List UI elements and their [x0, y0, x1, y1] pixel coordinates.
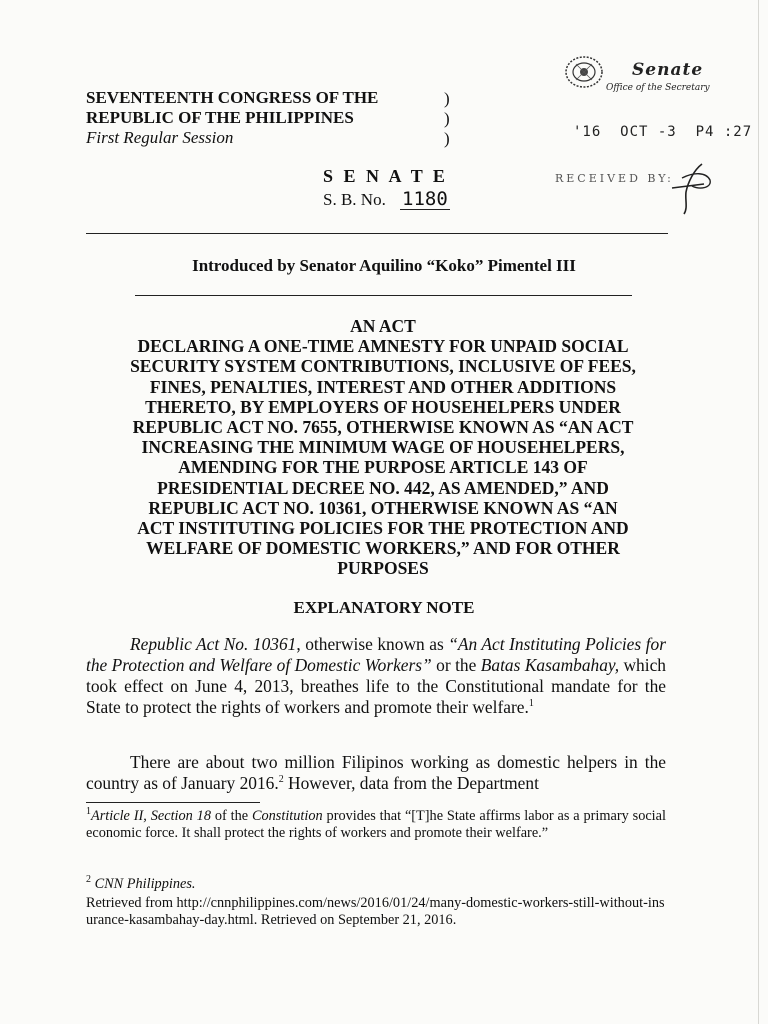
stamp-office-sub: Office of the Secretary [606, 83, 710, 93]
title-line: PURPOSES [337, 558, 429, 579]
explanatory-note-heading: EXPLANATORY NOTE [293, 598, 475, 617]
footnote-1-article: Article II, Section 18 [91, 808, 211, 824]
title-line: DECLARING A ONE-TIME AMNESTY FOR UNPAID SOCIAL [137, 336, 629, 357]
chamber-label: S E N A T E [323, 166, 448, 186]
footnote-divider [86, 802, 260, 803]
para1-text: which took effect on June 4, 2013, breathes life to the Constitutional mandate for the State to protect the rights of workers and promote their welfare. [86, 655, 666, 717]
title-line: WELFARE OF DOMESTIC WORKERS,” AND FOR OTHER [146, 538, 620, 559]
title-line: SECURITY SYSTEM CONTRIBUTIONS, INCLUSIVE OF FEES, [130, 356, 636, 377]
title-line: AMENDING FOR THE PURPOSE ARTICLE 143 OF [178, 457, 588, 478]
paren-1: ) [444, 89, 450, 108]
senate-seal-icon [562, 54, 606, 95]
congress-line-1: SEVENTEENTH CONGRESS OF THE [86, 88, 379, 107]
introduced-by: Introduced by Senator Aquilino “Koko” Pimentel III [192, 256, 576, 275]
congress-line-2: REPUBLIC OF THE PHILIPPINES [86, 108, 354, 127]
act-label: AN ACT [350, 316, 416, 336]
footnote-2-text: Retrieved from http://cnnphilippines.com/news/2016/01/24/many-domestic-workers-still-without-insurance-kasambahay-day.html. Retrieved on September 21, 2016. [86, 895, 665, 928]
header-divider [86, 233, 668, 234]
signature-icon [664, 158, 724, 223]
para1-text: , otherwise known as [296, 634, 449, 654]
title-line: REPUBLIC ACT NO. 7655, OTHERWISE KNOWN AS “AN ACT [132, 417, 634, 438]
footnote-ref-1: 1 [528, 698, 534, 710]
title-line: THERETO, BY EMPLOYERS OF HOUSEHELPERS UNDER [145, 396, 621, 417]
para1-text: or the [431, 655, 481, 675]
stamp-received-by: RECEIVED BY: [555, 172, 674, 185]
bill-number-label: S. B. No. [323, 190, 386, 209]
stamp-date-time: '16 OCT -3 P4 :27 [573, 124, 753, 140]
explanatory-paragraph-1 [86, 634, 666, 718]
batas-kasambahay: Batas Kasambahay, [480, 655, 620, 675]
session-label: First Regular Session [86, 128, 234, 147]
footnote-1-text: of the [210, 808, 252, 824]
footnote-1 [86, 808, 666, 842]
introduced-divider [135, 295, 632, 296]
title-line: REPUBLIC ACT NO. 10361, OTHERWISE KNOWN AS “AN [148, 497, 618, 518]
footnote-2-source [86, 876, 666, 893]
explanatory-paragraph-2 [86, 752, 666, 794]
ra-reference: Republic Act No. 10361 [130, 634, 297, 654]
footnote-1-text: provides that “[T]he State affirms labor as a primary social economic force. It shall protect the rights of workers and promote their welfare.” [86, 808, 666, 841]
scan-edge [758, 0, 759, 1024]
footnote-1-constitution: Constitution [251, 808, 323, 824]
bill-title [86, 316, 680, 579]
para2-text: However, data from the Department [283, 773, 539, 793]
bill-number: 1180 [402, 188, 448, 210]
para2-text: There are about two million Filipinos working as domestic helpers in the country as of January 2016. [86, 752, 666, 793]
paren-3: ) [444, 129, 450, 148]
footnote-2-marker: 2 [86, 874, 91, 886]
title-line: INCREASING THE MINIMUM WAGE OF HOUSEHELPERS, [141, 437, 625, 458]
stamp-office: Senate [632, 60, 704, 80]
act-title-reference: “An Act Instituting Policies for the Protection and Welfare of Domestic Workers” [86, 634, 666, 675]
footnote-1-marker: 1 [86, 806, 91, 818]
footnote-ref-2: 2 [278, 774, 284, 786]
footnote-2-source-name: CNN Philippines. [94, 876, 196, 892]
paren-2: ) [444, 109, 450, 128]
title-line: ACT INSTITUTING POLICIES FOR THE PROTECTION AND [137, 518, 629, 539]
title-line: PRESIDENTIAL DECREE NO. 442, AS AMENDED,” AND [157, 477, 609, 498]
title-line: FINES, PENALTIES, INTEREST AND OTHER ADDITIONS [149, 376, 617, 397]
